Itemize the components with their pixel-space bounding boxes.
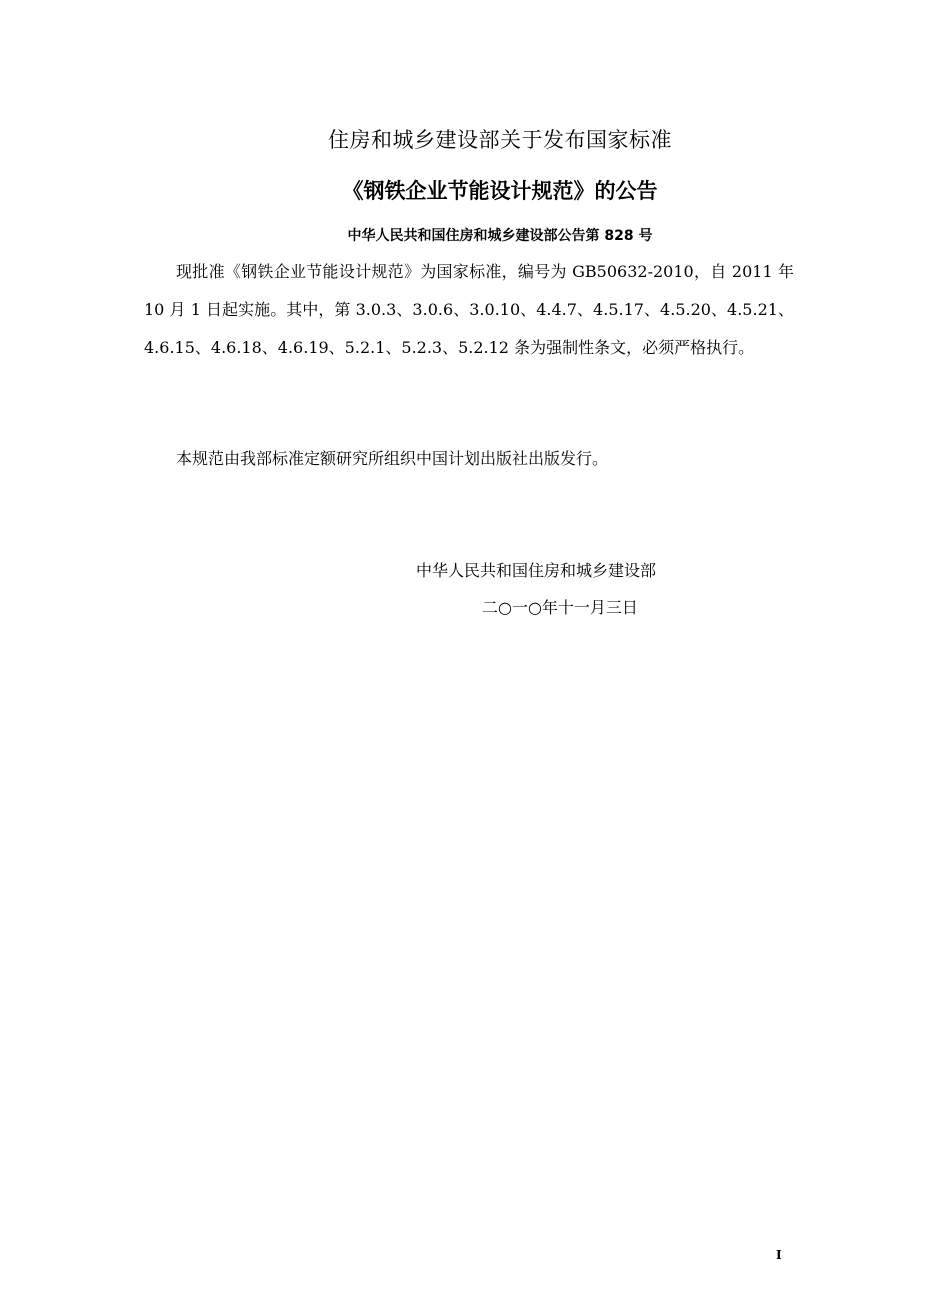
announcement-number: 中华人民共和国住房和城乡建设部公告第 828 号 xyxy=(347,228,653,244)
announcement-title-line2: 《钢铁企业节能设计规范》的公告 xyxy=(342,179,658,203)
signature-date: 二○一○年十一月三日 xyxy=(482,598,638,617)
body-paragraph-approval: 现批准《钢铁企业节能设计规范》为国家标准，编号为 GB50632-2010，自 2011 年 10 月 1 日起实施。其中，第 3.0.3、3.0.6、3.0.10、4.4.7、4.5.17、4.5.20、4.5.21、4.6.15、4.6.18、4.6.19、5.2.1、5.2.3、5.2.12 条为强制性条文，必须严格执行。 xyxy=(144,262,794,357)
page-number: I xyxy=(776,1248,782,1262)
signature-organization: 中华人民共和国住房和城乡建设部 xyxy=(416,561,657,580)
body-paragraph-publisher: 本规范由我部标准定额研究所组织中国计划出版社出版发行。 xyxy=(176,449,609,468)
announcement-title-line1: 住房和城乡建设部关于发布国家标准 xyxy=(328,128,672,152)
